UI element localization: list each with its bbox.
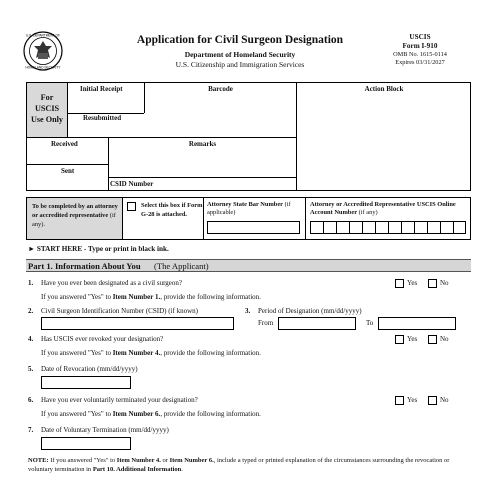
form-title: Application for Civil Surgeon Designation	[136, 34, 344, 46]
q1-follow-text	[41, 293, 261, 302]
q1-text: Have you ever been designated as a civil surgeon?	[41, 279, 182, 287]
divider	[27, 137, 296, 138]
q4-follow-post: , provide the following information.	[160, 349, 261, 357]
q5-text: Date of Revocation (mm/dd/yyyy)	[41, 365, 138, 373]
q6-no-checkbox[interactable]	[428, 396, 437, 405]
note-b1: Item Number 4.	[116, 457, 161, 464]
item-number: 6.	[28, 396, 34, 404]
q4-yes-checkbox[interactable]	[395, 335, 404, 344]
q6-yes-checkbox[interactable]	[395, 396, 404, 405]
item-number: 5.	[28, 365, 34, 373]
item-number: 3.	[245, 307, 251, 315]
revocation-date-input[interactable]	[41, 376, 131, 389]
note-text	[28, 457, 472, 474]
note-b2: Item Number 6.	[169, 457, 214, 464]
q1-follow-bold: Item Number 1.	[112, 293, 161, 301]
bar-number-label	[207, 201, 305, 217]
termination-date-input[interactable]	[41, 437, 131, 450]
yes-label: Yes	[407, 396, 418, 404]
designation-from-input[interactable]	[278, 317, 356, 330]
uoan-label-bold: Attorney or Accredited Representative USCIS Online Account Number	[310, 201, 456, 216]
q4-follow-bold: Item Number 4.	[112, 349, 161, 357]
dhs-seal-icon	[23, 31, 63, 71]
csid-number-label: CSID Number	[110, 180, 154, 188]
sent-label: Sent	[61, 167, 75, 175]
yes-label: Yes	[407, 279, 418, 287]
action-block-label: Action Block	[364, 85, 404, 93]
note-t3: , include a typed or printed explanation of the circumstances surrounding the revocation or voluntary termination in	[28, 457, 450, 473]
part1-title: Part 1. Information About You	[28, 261, 141, 271]
received-label: Received	[51, 140, 78, 148]
q1-follow-post: , provide the following information.	[160, 293, 261, 301]
q4-text: Has USCIS ever revoked your designation?	[41, 335, 164, 343]
q7-text: Date of Voluntary Termination (mm/dd/yyyy)	[41, 426, 169, 434]
q4-follow-pre: If you answered "Yes" to	[41, 349, 113, 357]
yes-label: Yes	[407, 335, 418, 343]
agency-name: U.S. Citizenship and Immigration Services	[175, 60, 305, 69]
item-number: 2.	[28, 307, 34, 315]
part1-subtitle: (The Applicant)	[154, 261, 209, 271]
q4-no-checkbox[interactable]	[428, 335, 437, 344]
attorney-completed-by-bold: To be completed by an attorney or accredited representative	[32, 203, 118, 219]
uscis-label: USCIS	[409, 33, 431, 41]
designation-to-input[interactable]	[378, 317, 456, 330]
to-label: To	[366, 319, 374, 327]
start-here: ► START HERE - Type or print in black ink.	[28, 245, 169, 253]
note-b3: Part 10. Additional Information	[92, 465, 182, 473]
remarks-label: Remarks	[188, 140, 217, 148]
q6-follow-pre: If you answered "Yes" to	[41, 410, 113, 418]
barcode-label: Barcode	[208, 85, 233, 93]
g28-checkbox[interactable]	[127, 202, 136, 211]
item-number: 4.	[28, 335, 34, 343]
note-label: NOTE:	[28, 457, 49, 464]
g28-label: Select this box if Form G-28 is attached.	[141, 202, 203, 218]
csid-input[interactable]	[41, 317, 234, 330]
q6-text: Have you ever voluntarily terminated your designation?	[41, 396, 198, 404]
no-label: No	[440, 396, 449, 404]
q6-follow-text	[41, 410, 261, 419]
department-name: Department of Homeland Security	[184, 50, 296, 59]
divider	[296, 83, 297, 191]
from-label: From	[258, 319, 274, 327]
bar-number-input[interactable]	[207, 221, 300, 234]
divider	[27, 164, 109, 165]
svg-text:U.S. DEPARTMENT OF: U.S. DEPARTMENT OF	[25, 33, 61, 38]
q4-follow-text	[41, 349, 261, 358]
svg-text:HOMELAND SECURITY: HOMELAND SECURITY	[25, 65, 61, 70]
uoan-label-tail: (if any)	[358, 209, 378, 216]
form-number: Form I-910	[402, 42, 438, 50]
attorney-completed-by-tail: (if any).	[32, 212, 116, 228]
no-label: No	[440, 279, 449, 287]
omb-number: OMB No. 1615-0114	[393, 51, 447, 58]
resubmitted-label: Resubmitted	[83, 114, 122, 122]
q6-follow-bold: Item Number 6.	[112, 410, 161, 418]
initial-receipt-label: Initial Receipt	[80, 85, 123, 93]
q1-yes-checkbox[interactable]	[395, 279, 404, 288]
divider	[122, 198, 123, 239]
divider	[305, 198, 306, 239]
bar-number-label-bold: Attorney State Bar Number	[207, 201, 284, 208]
q2-text: Civil Surgeon Identification Number (CSID) (if known)	[41, 307, 198, 315]
divider	[203, 198, 204, 239]
uoan-input[interactable]	[310, 221, 466, 234]
q1-follow-pre: If you answered "Yes" to	[41, 293, 113, 301]
for-uscis-use-only: For USCIS Use Only	[30, 93, 64, 124]
q6-follow-post: , provide the following information.	[160, 410, 261, 418]
item-number: 7.	[28, 426, 34, 434]
note-t4: .	[181, 465, 183, 473]
bar-number-label-tail: (if applicable)	[207, 201, 291, 216]
attorney-completed-by	[32, 202, 120, 229]
expiration-date: Expires 03/31/2027	[395, 59, 445, 66]
note-t2: or	[160, 457, 170, 464]
item-number: 1.	[28, 279, 34, 287]
q3-text: Period of Designation (mm/dd/yyyy)	[258, 307, 362, 315]
uoan-label	[310, 201, 470, 217]
q1-no-checkbox[interactable]	[428, 279, 437, 288]
part1-header	[26, 259, 471, 272]
divider	[108, 177, 296, 178]
no-label: No	[440, 335, 449, 343]
note-t1: If you answered "Yes" to	[48, 457, 117, 464]
divider	[67, 83, 68, 137]
